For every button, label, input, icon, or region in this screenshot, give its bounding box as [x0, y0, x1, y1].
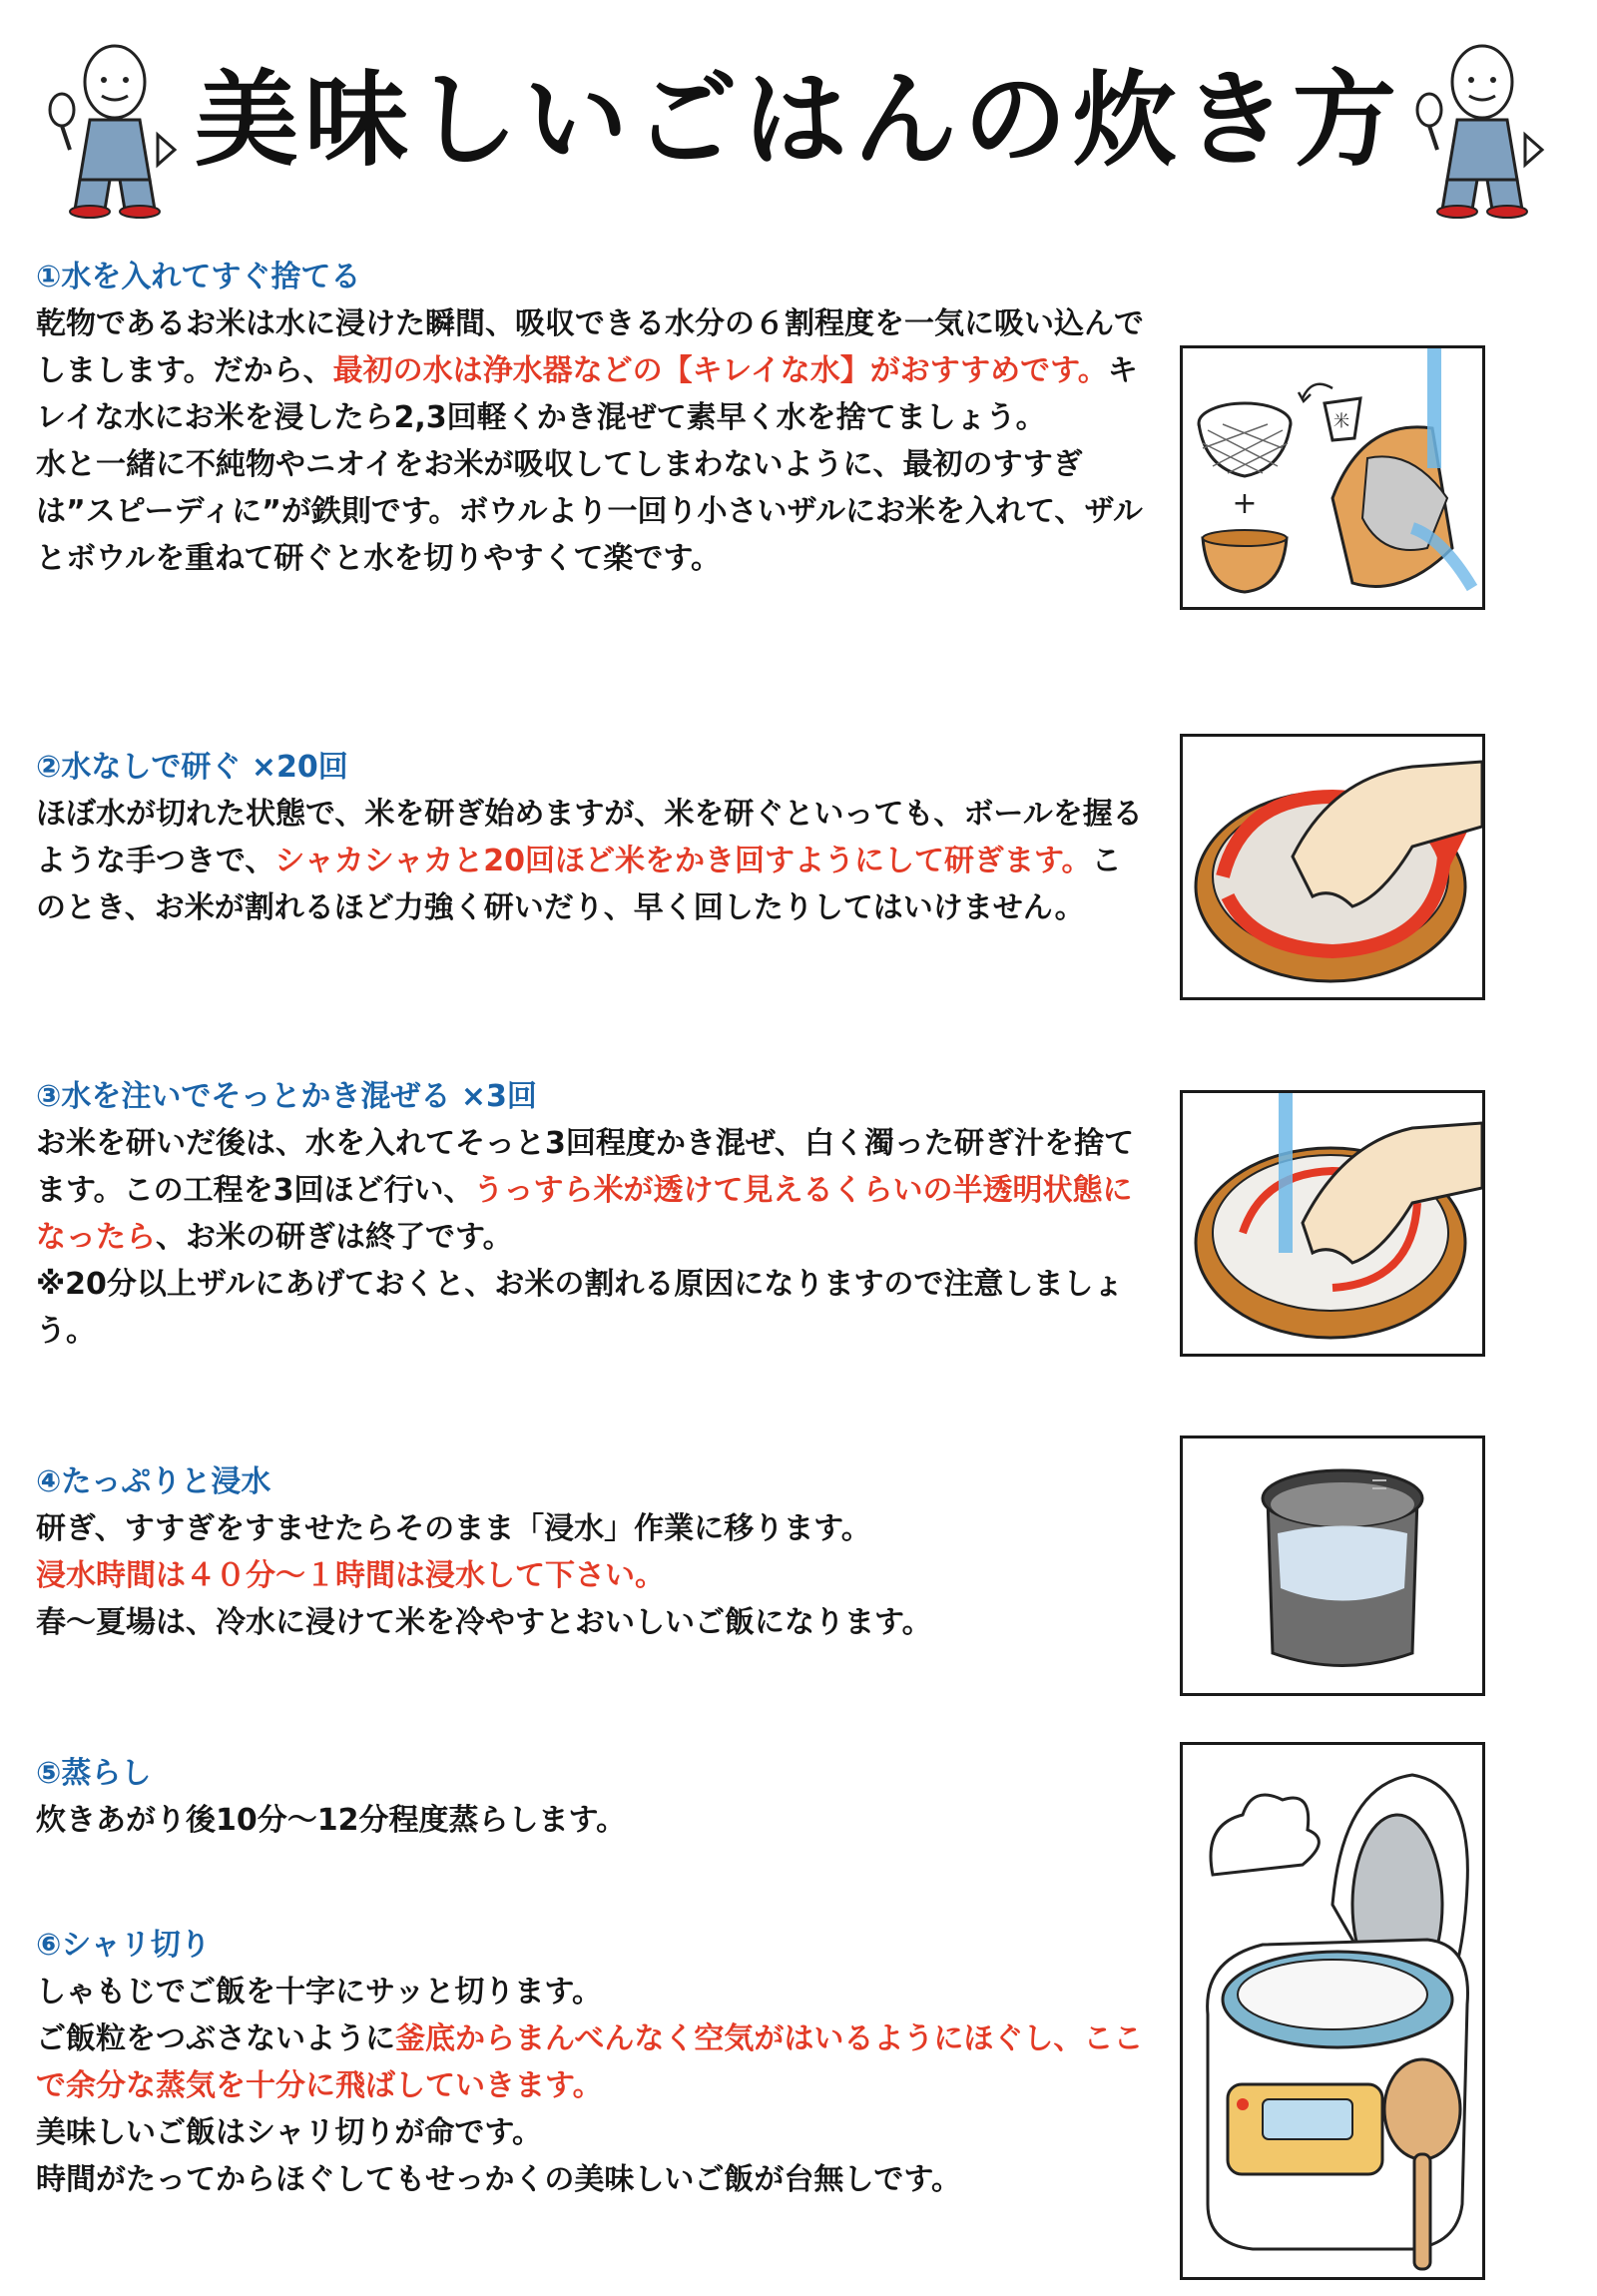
step-6-line-4: 時間がたってからほぐしてもせっかくの美味しいご飯が台無しです。	[36, 2162, 961, 2197]
step-3-note: ※20分以上ザルにあげておくと、お米の割れる原因になりますので注意しましょう。	[36, 1267, 1124, 1349]
step-3-text-b: 、お米の研ぎは終了です。	[156, 1220, 513, 1255]
step-6-highlight: 釜底からまんべんなく空気がはいるようにほぐし、ここで余分な蒸気を十分に飛ばしていきます。	[36, 2021, 1144, 2103]
step-4-image	[1180, 1435, 1485, 1696]
hand-rinsing-rice-water-icon	[1183, 1093, 1482, 1354]
cup-label: 米	[1332, 411, 1350, 430]
step-6-title: ⑥シャリ切り	[36, 1928, 211, 1963]
step-2-body	[36, 791, 1144, 931]
step-1-text-b: キレイな水にお米を浸したら2,3回軽くかき混ぜて素早く水を捨てましょう。	[36, 353, 1138, 435]
step-1-paragraph-1	[36, 300, 1144, 441]
colander-bowl-rinsing-icon	[1183, 348, 1482, 607]
step-6-line-1: しゃもじでご飯を十字にサッと切ります。	[36, 1975, 602, 2009]
step-3-highlight: うっすら米が透けて見えるくらいの半透明状態になったら	[36, 1173, 1133, 1255]
step-6-text-b: ご飯粒をつぶさないように	[36, 2021, 395, 2056]
step-3-title: ③水を注いでそっとかき混ぜる ×3回	[36, 1079, 537, 1114]
rice-farmer-mascot-icon	[1407, 40, 1557, 220]
step-1-section	[36, 255, 1144, 582]
step-5-title: ⑤蒸らし	[36, 1756, 152, 1791]
step-1-image	[1180, 345, 1485, 610]
step-3-section	[36, 1074, 1144, 1355]
step-3-text-a: お米を研いだ後は、水を入れてそっと3回程度かき混ぜ、白く濁った研ぎ汁を捨てます。この工程を3回ほど行い、	[36, 1126, 1134, 1208]
step-3-paragraph-1	[36, 1120, 1144, 1261]
step-5-body	[36, 1797, 1144, 1844]
step-1-body	[36, 300, 1144, 582]
step-5-section	[36, 1751, 1144, 1844]
step-4-highlight: 浸水時間は４０分～１時間は浸水して下さい。	[36, 1558, 665, 1593]
step-6-line-3: 美味しいご飯はシャリ切りが命です。	[36, 2115, 542, 2150]
page-header	[0, 30, 1597, 210]
hand-stirring-rice-icon	[1183, 737, 1482, 997]
step-2-image	[1180, 734, 1485, 1000]
rice-farmer-mascot-icon	[40, 40, 190, 220]
step-1-highlight: 最初の水は浄水器などの【キレイな水】がおすすめです。	[332, 353, 1108, 388]
inner-pot-soaking-icon	[1183, 1438, 1482, 1693]
step-2-highlight: シャカシャカと20回ほど米をかき回すようにして研ぎます。	[274, 844, 1092, 878]
step-4-line-1: 研ぎ、すすぎをすませたらそのまま「浸水」作業に移ります。	[36, 1511, 871, 1546]
step-6-section	[36, 1923, 1144, 2203]
page-title: 美味しいごはんの炊き方	[194, 58, 1402, 181]
step-6-body	[36, 1969, 1144, 2203]
step-4-section	[36, 1459, 1144, 1646]
step-2-title: ②水なしで研ぐ ×20回	[36, 750, 348, 785]
rice-cooker-paddle-icon	[1183, 1745, 1482, 2277]
step-4-line-2: 春～夏場は、冷水に浸けて米を冷やすとおいしいご飯になります。	[36, 1605, 932, 1640]
step-2-text-b: このとき、お米が割れるほど力強く研いだり、早く回したりしてはいけません。	[36, 844, 1122, 925]
step-2-text-a: ほぼ水が切れた状態で、米を研ぎ始めますが、米を研ぐといっても、ボールを握るような手つきで、	[36, 797, 1143, 878]
step-5-line-1: 炊きあがり後10分～12分程度蒸らします。	[36, 1803, 627, 1838]
step-3-body	[36, 1120, 1144, 1355]
step-6-image	[1180, 1742, 1485, 2280]
step-2-section	[36, 745, 1144, 931]
step-2-paragraph	[36, 791, 1144, 931]
step-1-text-a: 乾物であるお米は水に浸けた瞬間、吸収できる水分の６割程度を一気に吸い込んでしまします。だから、	[36, 306, 1144, 388]
svg-text:+: +	[1232, 486, 1258, 521]
step-6-paragraph-2	[36, 2015, 1144, 2109]
step-4-title: ④たっぷりと浸水	[36, 1464, 271, 1499]
step-1-paragraph-2: 水と一緒に不純物やニオイをお米が吸収してしまわないように、最初のすすぎは”スピーディに”が鉄則です。ボウルより一回り小さいザルにお米を入れて、ザルとボウルを重ねて研ぐと水を切りやすくて楽です。	[36, 447, 1143, 576]
step-3-image	[1180, 1090, 1485, 1357]
step-4-body	[36, 1505, 1144, 1646]
step-1-title: ①水を入れてすぐ捨てる	[36, 260, 361, 294]
